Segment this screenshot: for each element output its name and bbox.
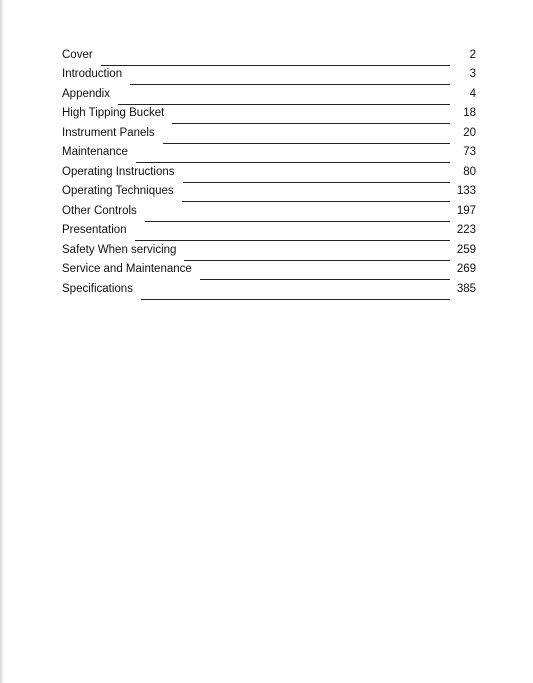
toc-entry-title: Operating Instructions bbox=[62, 165, 175, 178]
toc-entry-safety-when-servicing[interactable] bbox=[62, 241, 476, 261]
toc-entry-page: 80 bbox=[463, 165, 476, 178]
toc-entry-page: 269 bbox=[456, 263, 476, 275]
toc-entry-title: Presentation bbox=[62, 224, 127, 236]
toc-leader-line bbox=[101, 64, 450, 66]
toc-entry-page: 223 bbox=[456, 224, 476, 236]
toc-entry-service-and-maintenance[interactable] bbox=[62, 261, 476, 281]
toc-leader-line bbox=[183, 181, 450, 183]
toc-entry-title: Operating Techniques bbox=[62, 185, 174, 197]
toc-entry-page: 385 bbox=[456, 282, 476, 295]
toc-entry-title: Instrument Panels bbox=[62, 126, 155, 139]
toc-entry-page: 3 bbox=[469, 68, 476, 80]
toc-leader-line bbox=[200, 278, 450, 280]
toc-leader-line bbox=[184, 259, 450, 261]
toc-entry-page: 73 bbox=[463, 146, 476, 158]
toc-entry-title: Specifications bbox=[62, 282, 133, 295]
toc-entry-title: Safety When servicing bbox=[62, 243, 177, 256]
toc-entry-page: 197 bbox=[456, 204, 476, 217]
toc-leader-line bbox=[145, 220, 450, 222]
toc-entry-title: Other Controls bbox=[62, 204, 137, 217]
toc-entry-title: Cover bbox=[62, 48, 93, 61]
toc-entry-page: 4 bbox=[469, 87, 476, 100]
toc-entry-page: 18 bbox=[463, 107, 476, 119]
toc-entry-title: Appendix bbox=[62, 87, 110, 100]
toc-entry-page: 20 bbox=[463, 126, 476, 139]
toc-leader-line bbox=[130, 83, 450, 85]
toc-entry-title: Introduction bbox=[62, 68, 123, 80]
toc-leader-line bbox=[118, 103, 450, 105]
toc-leader-line bbox=[136, 161, 450, 163]
toc-leader-line bbox=[163, 142, 450, 144]
toc-leader-line bbox=[141, 298, 450, 300]
toc-entry-operating-instructions[interactable] bbox=[62, 163, 476, 183]
toc-entry-high-tipping-bucket[interactable] bbox=[62, 105, 476, 125]
table-of-contents bbox=[62, 46, 476, 300]
toc-leader-line bbox=[135, 239, 450, 241]
toc-entry-presentation[interactable] bbox=[62, 222, 476, 242]
toc-entry-other-controls[interactable] bbox=[62, 202, 476, 222]
toc-entry-operating-techniques[interactable] bbox=[62, 183, 476, 203]
toc-entry-page: 259 bbox=[456, 243, 476, 256]
toc-entry-page: 2 bbox=[469, 48, 476, 61]
toc-entry-specifications[interactable] bbox=[62, 280, 476, 300]
toc-entry-appendix[interactable] bbox=[62, 85, 476, 105]
toc-leader-line bbox=[172, 122, 450, 124]
toc-entry-title: Service and Maintenance bbox=[62, 263, 192, 275]
toc-entry-introduction[interactable] bbox=[62, 66, 476, 86]
toc-entry-cover[interactable] bbox=[62, 46, 476, 66]
toc-entry-title: Maintenance bbox=[62, 146, 128, 158]
toc-entry-instrument-panels[interactable] bbox=[62, 124, 476, 144]
toc-entry-page: 133 bbox=[456, 185, 476, 197]
toc-entry-title: High Tipping Bucket bbox=[62, 107, 165, 119]
toc-entry-maintenance[interactable] bbox=[62, 144, 476, 164]
toc-leader-line bbox=[182, 200, 450, 202]
